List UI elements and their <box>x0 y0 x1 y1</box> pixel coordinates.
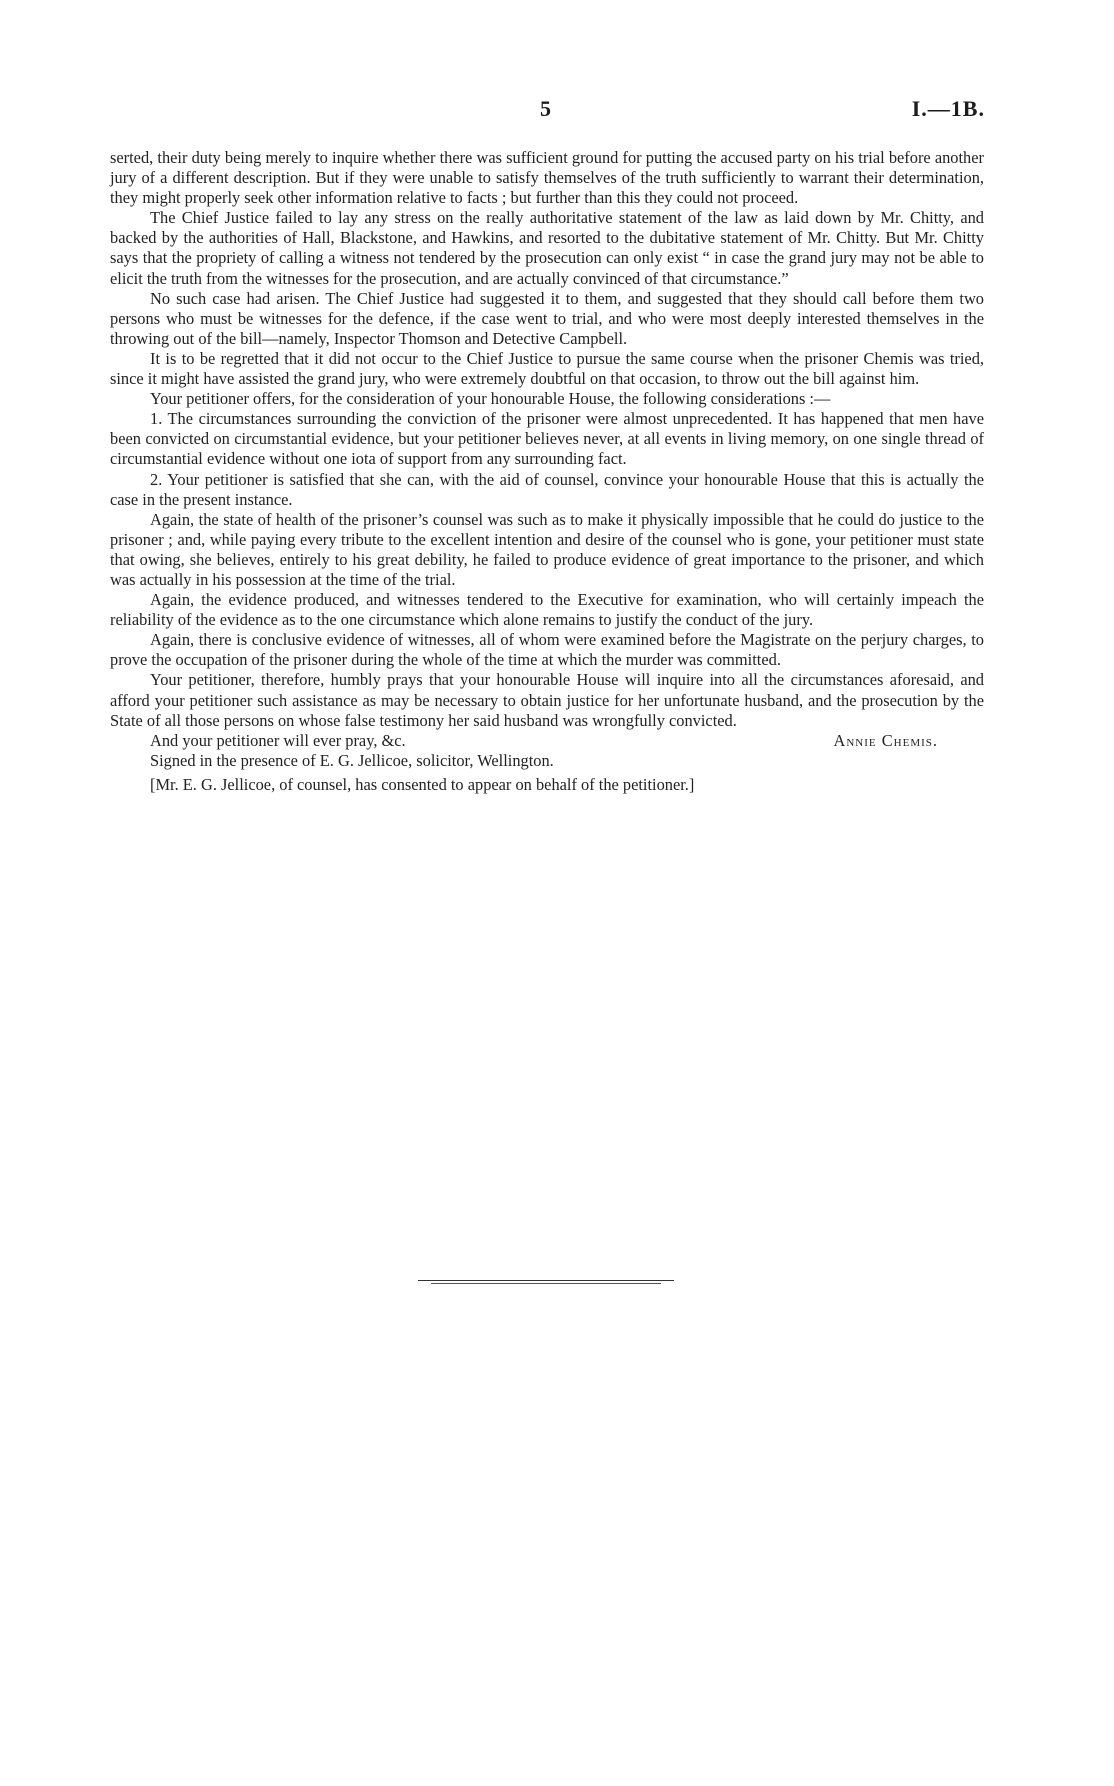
divider <box>431 1283 661 1284</box>
paragraph: Again, the evidence produced, and witnesses tendered to the Executive for examination, who will certainly impeach the reliability of the evidence as to the one circumstance which alone remains to justify the conduct of the jury. <box>110 590 984 630</box>
counsel-note: [Mr. E. G. Jellicoe, of counsel, has consented to appear on behalf of the petitioner.] <box>150 774 695 794</box>
page-number: 5 <box>540 96 551 121</box>
closing-pray: And your petitioner will ever pray, &c. <box>150 730 406 750</box>
end-rule <box>418 1280 674 1286</box>
page-header <box>110 96 985 126</box>
witness-line: Signed in the presence of E. G. Jellicoe, solicitor, Wellington. <box>150 750 554 770</box>
paragraph: Your petitioner, therefore, humbly prays that your honourable House will inquire into all the circumstances aforesaid, and afford your petitioner such assistance as may be necessary to obtain justice for her unfortunate husband, and the prosecution by the State of all those persons on whose false testimony her said husband was wrongfully convicted. <box>110 670 984 730</box>
paragraph: Again, the state of health of the prisoner’s counsel was such as to make it physically impossible that he could do justice to the prisoner ; and, while paying every tribute to the excellent intention and desire of the counsel who is gone, your petitioner must state that owing, she believes, entirely to his great debility, he failed to produce evidence of great importance to the prisoner, and which was actually in his possession at the time of the trial. <box>110 509 984 589</box>
paragraph: The Chief Justice failed to lay any stress on the really authoritative statement of the law as laid down by Mr. Chitty, and backed by the authorities of Hall, Blackstone, and Hawkins, and resorted to the dubitative statement of Mr. Chitty. But Mr. Chitty says that the propriety of calling a witness not tendered by the prosecution can only exist “ in case the grand jury may not be able to elicit the truth from the witnesses for the prosecution, and are actually convinced of that circumstance.” <box>110 208 984 288</box>
paragraph: serted, their duty being merely to inquire whether there was sufficient ground for putting the accused party on his trial before another jury of a different description. But if they were unable to satisfy themselves of the truth sufficiently to warrant their determination, they might properly seek other information relative to facts ; but further than this they could not proceed. <box>110 148 984 208</box>
paragraph: Your petitioner offers, for the consideration of your honourable House, the following considerations :— <box>150 389 831 409</box>
document-reference: I.—1B. <box>911 96 985 121</box>
paragraph: No such case had arisen. The Chief Justice had suggested it to them, and suggested that they should call before them two persons who must be witnesses for the defence, if the case went to trial, and who were most deeply interested themselves in the throwing out of the bill—namely, Inspector Thomson and Detective Campbell. <box>110 288 984 348</box>
body-text <box>110 148 984 795</box>
paragraph: 2. Your petitioner is satisfied that she can, with the aid of counsel, convince your honourable House that this is actually the case in the present instance. <box>110 469 984 509</box>
paragraph: Again, there is conclusive evidence of witnesses, all of whom were examined before the Magistrate on the perjury charges, to prove the occupation of the prisoner during the whole of the time at which the murder was committed. <box>110 630 984 670</box>
paragraph: It is to be regretted that it did not occur to the Chief Justice to pursue the same course when the prisoner Chemis was tried, since it might have assisted the grand jury, who were extremely doubtful on that occasion, to throw out the bill against him. <box>110 348 984 389</box>
divider <box>418 1280 674 1281</box>
petitioner-signature: Annie Chemis. <box>833 730 938 750</box>
closing-line <box>110 731 984 751</box>
paragraph: 1. The circumstances surrounding the conviction of the prisoner were almost unprecedented. It has happened that men have been convicted on circumstantial evidence, but your petitioner believes never, at all events in living memory, on one single thread of circumstantial evidence without one iota of support from any surrounding fact. <box>110 409 984 469</box>
